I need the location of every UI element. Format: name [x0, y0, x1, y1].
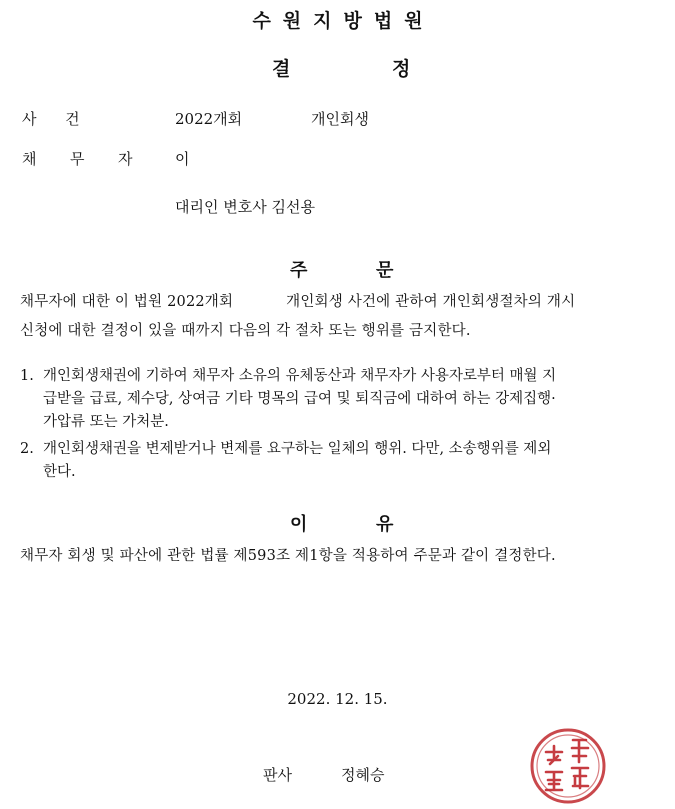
judge-name: 정혜승: [341, 766, 385, 784]
list-item-line: 한다.: [43, 464, 76, 480]
list-item-line: 개인회생채권을 변제받거나 변제를 요구하는 일체의 행위. 다만, 소송행위를 제외: [43, 441, 552, 457]
order-intro-line-2: 신청에 대한 결정이 있을 때까지 다음의 각 절차 또는 행위를 금지한다.: [20, 323, 471, 339]
decision-date: 2022. 12. 15.: [287, 690, 388, 708]
document-type-left: 결: [272, 58, 291, 80]
list-item-number: 1.: [20, 368, 34, 384]
list-item-number: 2.: [20, 441, 34, 457]
list-item-line: 가압류 또는 가처분.: [43, 414, 169, 430]
debtor-name: 이: [175, 150, 190, 168]
reason-title-right: 유: [376, 514, 394, 535]
list-item-line: 급받을 급료, 제수당, 상여금 기타 명목의 급여 및 퇴직금에 대하여 하는 강제집행·: [43, 391, 556, 407]
document-type-right: 정: [392, 58, 411, 80]
case-type: 개인회생: [311, 110, 369, 128]
court-name: 수원지방법원: [252, 10, 435, 32]
representative: 대리인 변호사 김선용: [175, 198, 315, 216]
order-intro-line-1: 채무자에 대한 이 법원 2022개회 개인회생 사건에 관하여 개인회생절차의 개시: [20, 294, 576, 310]
debtor-label: 채 무 자: [22, 150, 141, 168]
judge-label: 판사: [263, 766, 292, 784]
case-number: 2022개회: [175, 110, 243, 128]
order-title-left: 주: [290, 260, 308, 281]
list-item-line: 개인회생채권에 기하여 채무자 소유의 유체동산과 채무자가 사용자로부터 매월 지: [43, 368, 557, 384]
case-label: 사 건: [22, 110, 80, 128]
order-intro: [20, 288, 660, 346]
reason-text: 채무자 회생 및 파산에 관한 법률 제593조 제1항을 적용하여 주문과 같이 결정한다.: [20, 548, 556, 564]
reason-title-left: 이: [290, 514, 308, 535]
order-title-right: 문: [376, 260, 394, 281]
judge-seal-icon: [528, 726, 608, 806]
